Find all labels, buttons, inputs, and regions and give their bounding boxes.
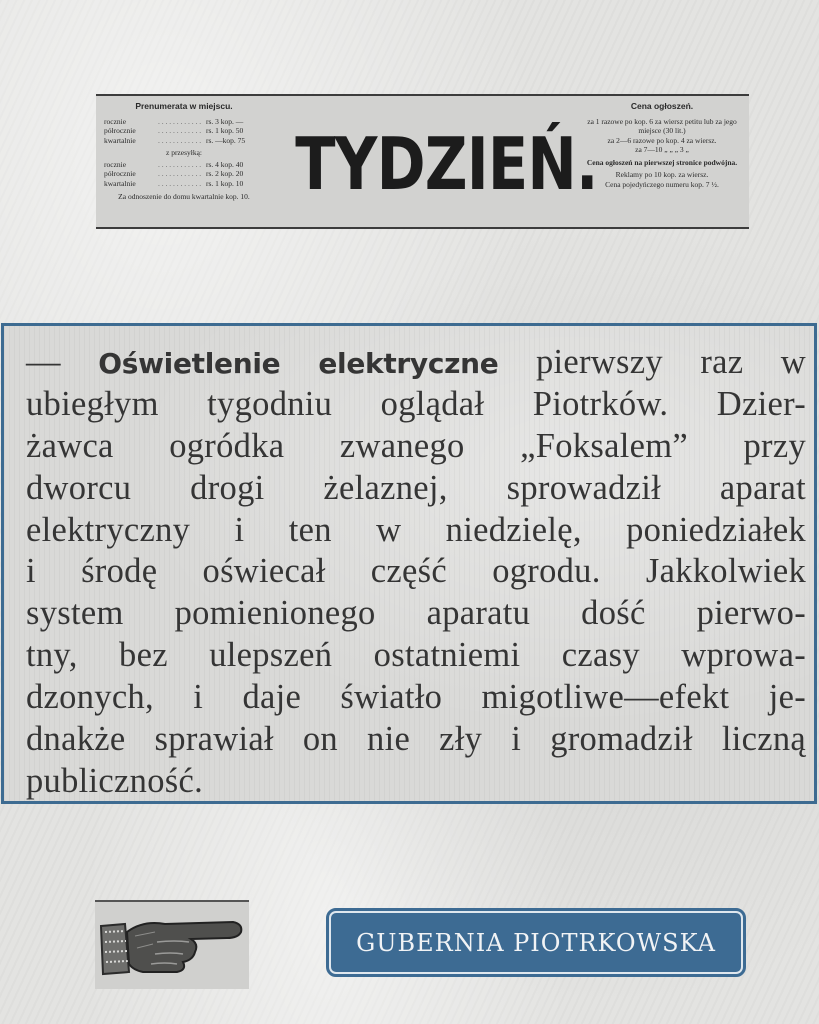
article-dash: — bbox=[26, 343, 99, 381]
price-value: rs. 4 kop. 40 bbox=[206, 159, 244, 169]
price-value: rs. 3 kop. — bbox=[206, 116, 244, 126]
article-body bbox=[26, 342, 806, 803]
newspaper-title bbox=[262, 114, 598, 222]
article-line: elektryczny i ten w niedzielę, poniedziałek bbox=[26, 510, 806, 549]
ad-prices bbox=[582, 102, 742, 189]
logo-text: GUBERNIA PIOTRKOWSKA bbox=[356, 928, 716, 957]
article-line: żawca ogródka zwanego „Foksalem” przy bbox=[26, 426, 806, 465]
article-line: — Oświetlenie elektryczne pierwszy raz w bbox=[26, 343, 806, 381]
price-value: rs. 1 kop. 50 bbox=[206, 126, 244, 135]
single-issue-price: Cena pojedyńczego numeru kop. 7 ½. bbox=[605, 179, 719, 189]
article-line: system pomienionego aparatu dość pierwo- bbox=[26, 594, 806, 633]
price-label: półrocznie bbox=[104, 169, 136, 178]
ads-price-note: Reklamy po 10 kop. za wiersz. bbox=[615, 170, 709, 179]
ad-prices-heading: Cena ogłoszeń. bbox=[630, 101, 694, 111]
price-row: kwartalnie . . . . . . . . . . . . rs. 1 kop. 10 bbox=[104, 179, 264, 189]
newspaper-masthead bbox=[96, 94, 749, 229]
article-clipping bbox=[1, 323, 817, 804]
delivery-note: Za odnoszenie do domu kwartalnie kop. 10. bbox=[118, 192, 250, 201]
price-label: kwartalnie bbox=[104, 135, 136, 145]
price-value: rs. —kop. 75 bbox=[206, 135, 246, 145]
subscription-heading: Prenumerata w miejscu. bbox=[135, 101, 233, 111]
gubernia-piotrkowska-logo bbox=[329, 911, 743, 974]
article-line: tny, bez ulepszeń ostatniemi czasy wprowa- bbox=[26, 636, 806, 675]
ad-price-line: za 1 razowe po kop. 6 za wiersz petitu lub za jego miejsce (30 lit.) bbox=[587, 116, 737, 135]
article-line: dzonych, i daje światło migotliwe—efekt je- bbox=[26, 678, 806, 717]
price-row: rocznie . . . . . . . . . . . . rs. 4 kop. 40 bbox=[104, 160, 264, 170]
price-value: rs. 1 kop. 10 bbox=[206, 178, 244, 188]
article-line: dworcu drogi żelaznej, sprowadził aparat bbox=[26, 468, 806, 507]
ad-price-line: za 2—6 razowe po kop. 4 za wiersz. bbox=[607, 135, 717, 145]
price-row: półrocznie . . . . . . . . . . . . rs. 2 kop. 20 bbox=[104, 169, 264, 179]
ad-price-line: za 7—10 „ „ „ 3 „ bbox=[635, 145, 689, 154]
newspaper-title-text: TYDZIEŃ. bbox=[295, 122, 598, 206]
price-label: rocznie bbox=[104, 159, 127, 169]
price-row: kwartalnie . . . . . . . . . . . . rs. —kop. 75 bbox=[104, 136, 264, 146]
article-heading: Oświetlenie elektryczne bbox=[98, 347, 499, 380]
pointing-hand-svg bbox=[95, 902, 249, 989]
price-row: półrocznie . . . . . . . . . . . . rs. 1 kop. 50 bbox=[104, 126, 264, 136]
article-line: publiczność. bbox=[26, 761, 204, 800]
subscription-prices bbox=[104, 102, 264, 202]
price-label: rocznie bbox=[104, 116, 127, 126]
article-line: dnakże sprawiał on nie zły i gromadził liczną bbox=[26, 720, 806, 759]
price-row: rocznie . . . . . . . . . . . . rs. 3 kop. — bbox=[104, 117, 264, 127]
price-value: rs. 2 kop. 20 bbox=[206, 169, 244, 178]
article-line: ubiegłym tygodniu oglądał Piotrków. Dzier- bbox=[26, 384, 806, 423]
article-line: i środę oświecał część ogrodu. Jakkolwiek bbox=[26, 552, 806, 591]
postal-heading: z przesyłką: bbox=[165, 148, 203, 157]
price-label: kwartalnie bbox=[104, 178, 136, 188]
pointing-hand-icon bbox=[95, 900, 249, 989]
price-label: półrocznie bbox=[104, 126, 136, 135]
front-page-note: Cena ogłoszeń na pierwszej stronice podwójna. bbox=[586, 157, 738, 167]
